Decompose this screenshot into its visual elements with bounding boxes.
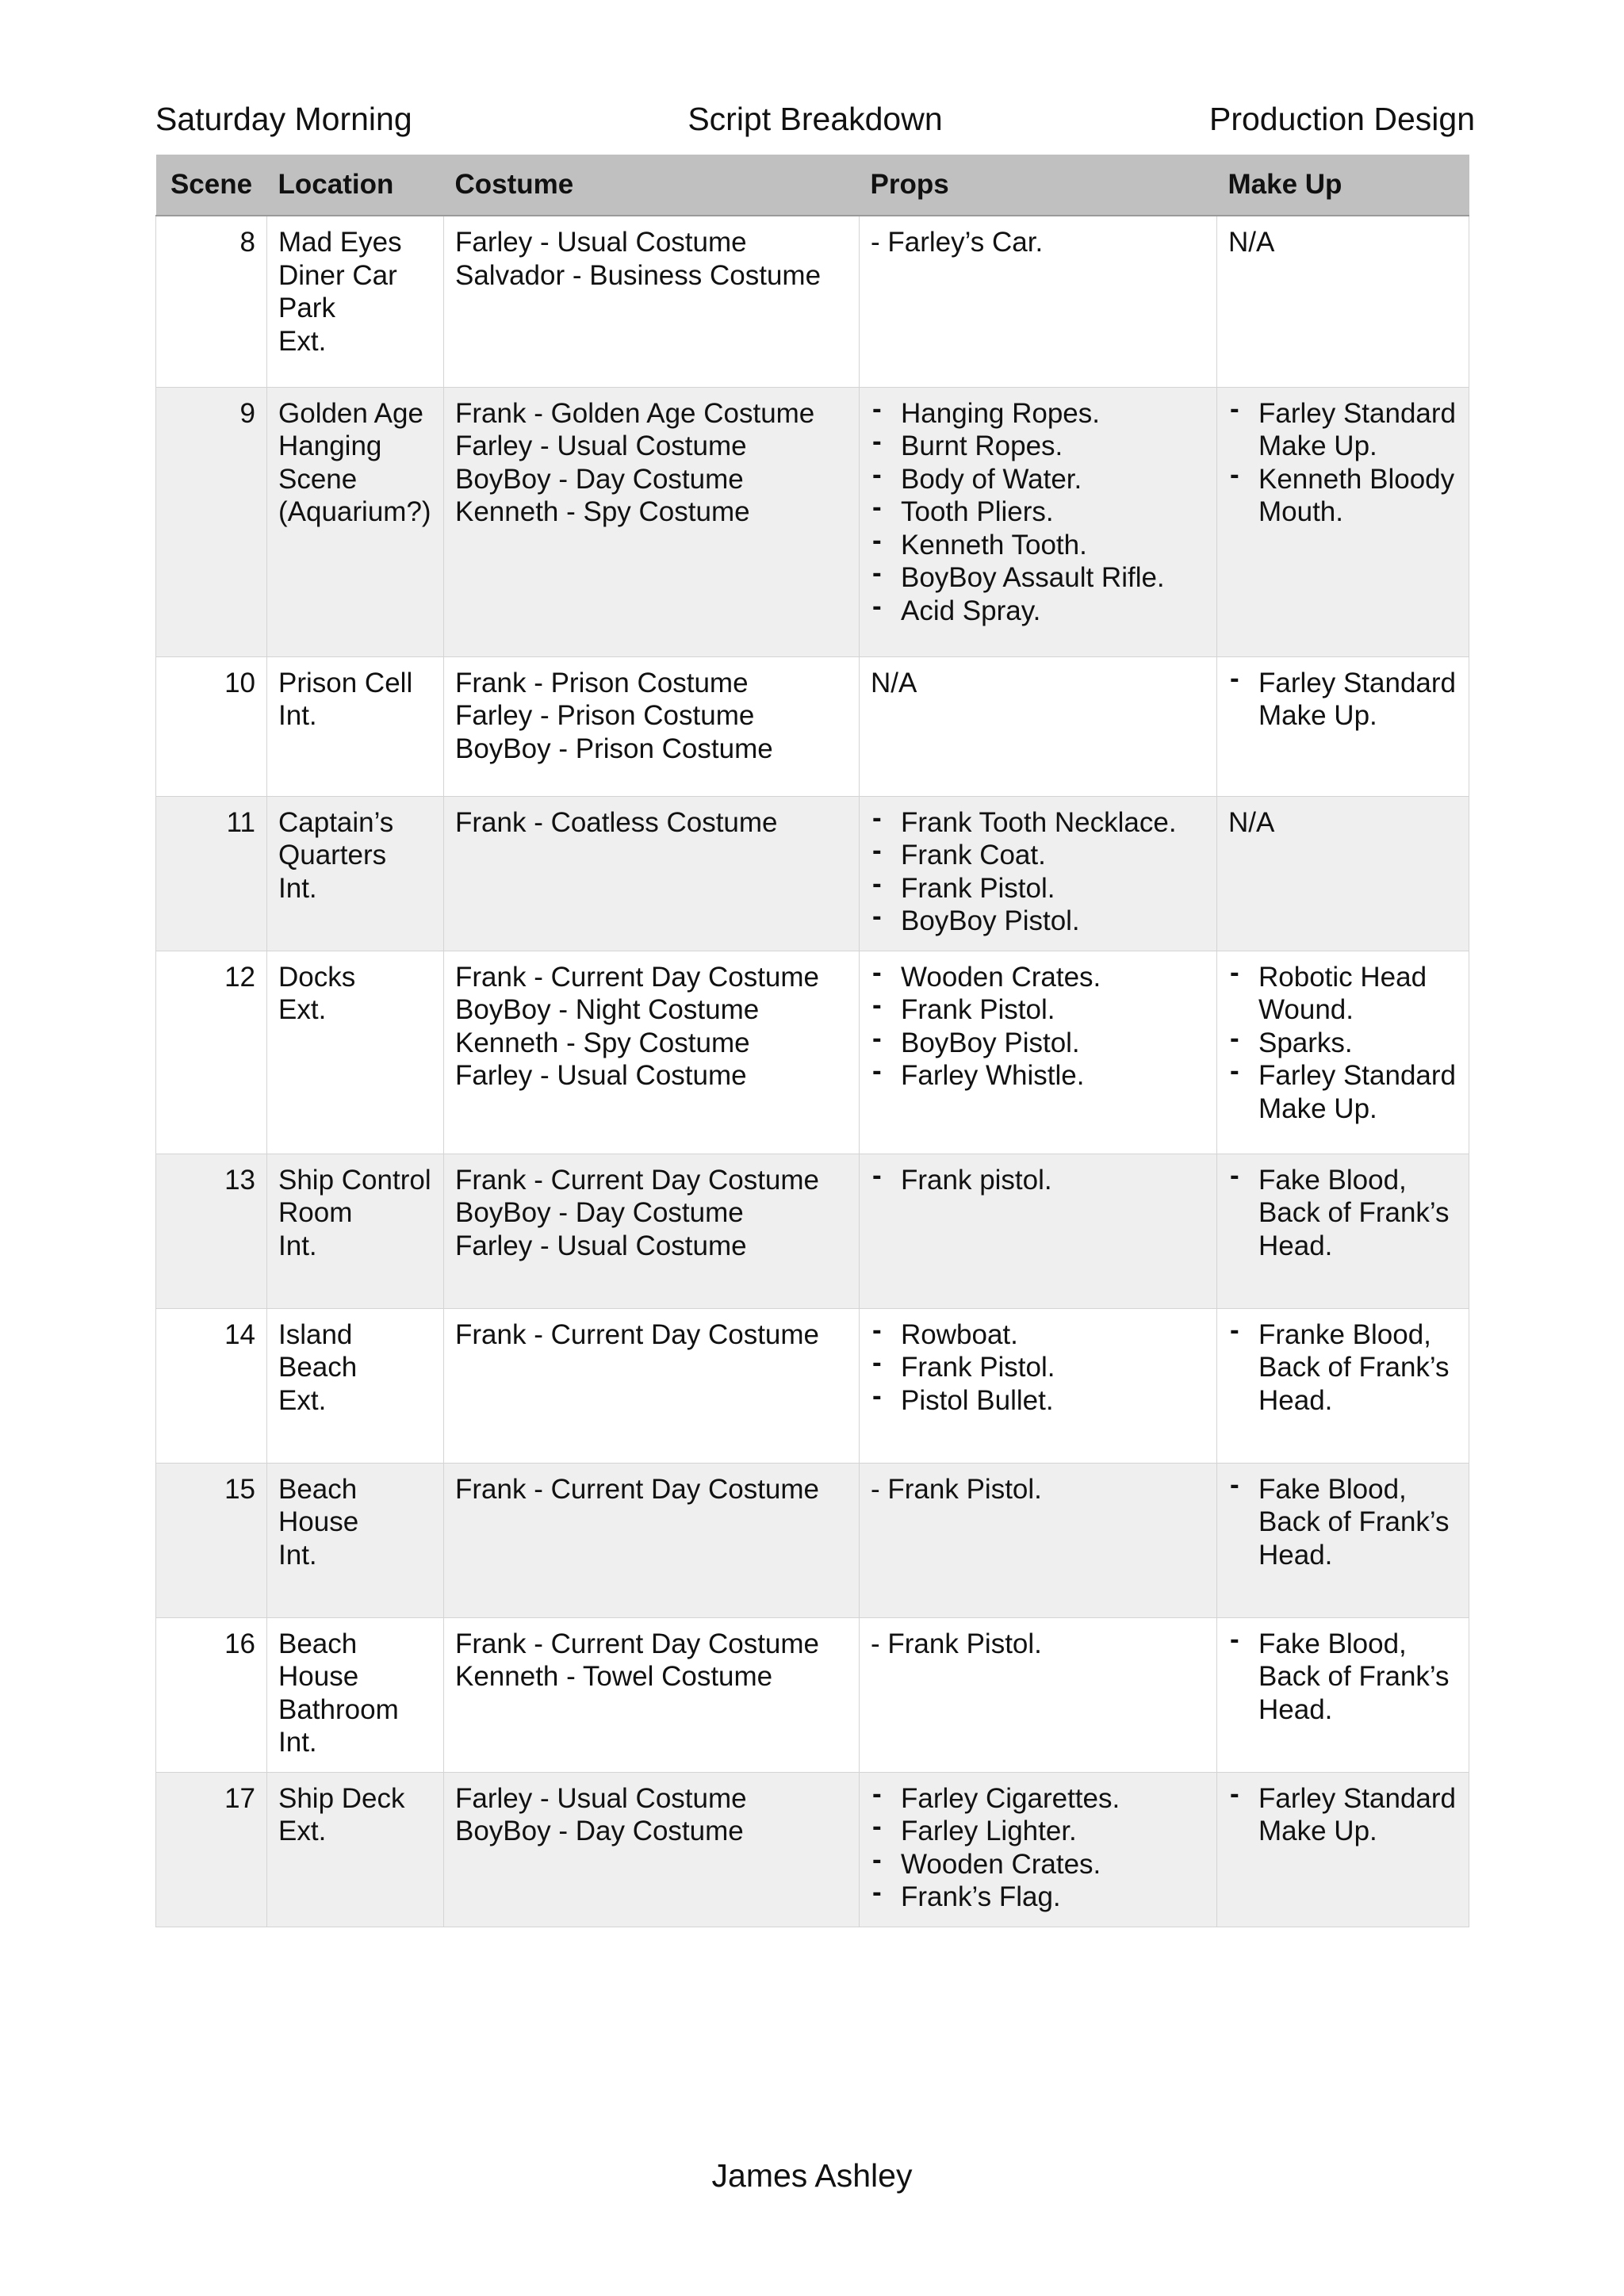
costume-line: Salvador - Business Costume — [455, 259, 822, 291]
props-list — [871, 1318, 1205, 1418]
header-left-title: Saturday Morning — [155, 101, 412, 137]
location-line: Island — [278, 1318, 353, 1350]
costume-line: BoyBoy - Day Costume — [455, 463, 744, 495]
makeup-list — [1228, 1782, 1457, 1848]
makeup-cell — [1217, 1154, 1469, 1308]
makeup-line: - Robotic Head — [1258, 961, 1427, 993]
page-header — [155, 97, 1475, 141]
location-line: Beach — [278, 1473, 358, 1505]
prop-text: N/A — [871, 667, 917, 698]
prop-item: - Hanging Ropes. — [871, 397, 1205, 430]
table-header-row — [156, 155, 1469, 216]
makeup-cell — [1217, 1617, 1469, 1772]
makeup-line: - Farley Standard — [1258, 397, 1457, 429]
location-line: Ship Deck — [278, 1782, 405, 1814]
location-cell — [267, 1463, 444, 1617]
makeup-line: Make Up. — [1258, 430, 1377, 461]
scene-number: 17 — [156, 1772, 267, 1927]
table-row — [156, 387, 1469, 656]
makeup-text: N/A — [1228, 806, 1275, 838]
costume-line: Kenneth - Spy Costume — [455, 1027, 750, 1058]
location-cell — [267, 1617, 444, 1772]
table-row — [156, 1154, 1469, 1308]
location-line: (Aquarium?) — [278, 496, 431, 527]
prop-item: - Tooth Pliers. — [871, 496, 1205, 529]
costume-line: BoyBoy - Day Costume — [455, 1816, 744, 1846]
location-line: Quarters — [278, 840, 387, 871]
scene-number: 15 — [156, 1463, 267, 1617]
makeup-line: Head. — [1258, 1384, 1333, 1416]
makeup-line: Back of Frank’s — [1258, 1352, 1450, 1383]
makeup-line: Mouth. — [1258, 496, 1343, 527]
column-header-props: Props — [860, 155, 1217, 216]
location-line: Ext. — [278, 325, 327, 357]
makeup-list — [1228, 667, 1457, 733]
makeup-line: Make Up. — [1258, 1093, 1377, 1124]
costume-cell — [444, 951, 860, 1154]
location-cell — [267, 387, 444, 656]
table-body — [156, 216, 1469, 1927]
location-cell — [267, 656, 444, 796]
prop-item: - Frank Coat. — [871, 839, 1205, 872]
scene-number: 10 — [156, 656, 267, 796]
costume-cell — [444, 216, 860, 387]
prop-item: - Frank’s Flag. — [871, 1881, 1205, 1914]
costume-line: Farley - Usual Costume — [455, 227, 747, 258]
prop-item: - Rowboat. — [871, 1318, 1205, 1352]
costume-cell — [444, 1463, 860, 1617]
location-line: Diner Car — [278, 259, 397, 291]
prop-item: - Body of Water. — [871, 463, 1205, 496]
makeup-line: Wound. — [1258, 994, 1354, 1025]
costume-cell — [444, 656, 860, 796]
makeup-line: - Sparks. — [1258, 1027, 1353, 1058]
prop-item: - BoyBoy Pistol. — [871, 905, 1205, 938]
makeup-line: Back of Frank’s — [1258, 1506, 1450, 1537]
props-cell — [860, 1617, 1217, 1772]
header-right-title: Production Design — [1208, 101, 1475, 137]
table-row — [156, 216, 1469, 387]
props-list — [871, 961, 1205, 1093]
scene-number: 12 — [156, 951, 267, 1154]
prop-item: - BoyBoy Pistol. — [871, 1027, 1205, 1060]
costume-cell — [444, 1617, 860, 1772]
table-row — [156, 1308, 1469, 1463]
makeup-line: - Fake Blood, — [1258, 1628, 1407, 1659]
header-center-title: Script Breakdown — [688, 101, 943, 137]
makeup-list — [1228, 397, 1457, 529]
location-line: Room — [278, 1197, 353, 1228]
location-line: Ext. — [278, 1816, 327, 1846]
props-cell — [860, 796, 1217, 951]
table-row — [156, 796, 1469, 951]
location-cell — [267, 1308, 444, 1463]
makeup-line: - Franke Blood, — [1258, 1318, 1431, 1350]
makeup-line: Head. — [1258, 1539, 1333, 1571]
location-line: Beach — [278, 1352, 358, 1383]
script-breakdown-table — [155, 155, 1469, 1927]
prop-item: - Burnt Ropes. — [871, 430, 1205, 463]
makeup-item — [1228, 1318, 1457, 1418]
costume-cell — [444, 1308, 860, 1463]
costume-line: Frank - Current Day Costume — [455, 1318, 820, 1350]
location-line: Hanging — [278, 430, 382, 461]
makeup-cell — [1217, 951, 1469, 1154]
scene-number: 8 — [156, 216, 267, 387]
location-cell — [267, 796, 444, 951]
prop-item: - Farley Lighter. — [871, 1815, 1205, 1848]
makeup-cell — [1217, 1463, 1469, 1617]
makeup-line: - Fake Blood, — [1258, 1473, 1407, 1505]
costume-line: Frank - Current Day Costume — [455, 961, 820, 993]
props-list — [871, 1164, 1205, 1197]
makeup-line: Back of Frank’s — [1258, 1197, 1450, 1228]
makeup-item — [1228, 667, 1457, 733]
props-cell — [860, 1463, 1217, 1617]
makeup-line: - Farley Standard — [1258, 1782, 1457, 1814]
makeup-line: - Fake Blood, — [1258, 1164, 1407, 1196]
table-row — [156, 1463, 1469, 1617]
location-line: Docks — [278, 961, 356, 993]
makeup-line: Make Up. — [1258, 1816, 1377, 1846]
prop-item: - Wooden Crates. — [871, 1848, 1205, 1881]
costume-line: Frank - Prison Costume — [455, 667, 749, 698]
costume-line: Kenneth - Towel Costume — [455, 1661, 773, 1692]
makeup-list — [1228, 1628, 1457, 1727]
prop-item: - Frank Pistol. — [871, 993, 1205, 1027]
props-list — [871, 397, 1205, 628]
costume-line: Frank - Current Day Costume — [455, 1164, 820, 1196]
makeup-list — [1228, 1318, 1457, 1418]
costume-line: Farley - Usual Costume — [455, 430, 747, 461]
column-header-costume: Costume — [444, 155, 860, 216]
makeup-list — [1228, 1164, 1457, 1263]
prop-item: - Frank Tooth Necklace. — [871, 806, 1205, 840]
prop-item: - Kenneth Tooth. — [871, 529, 1205, 562]
table-row — [156, 1617, 1469, 1772]
footer-author: James Ashley — [711, 2157, 913, 2194]
table-row — [156, 656, 1469, 796]
makeup-line: Make Up. — [1258, 700, 1377, 731]
location-cell — [267, 951, 444, 1154]
makeup-item — [1228, 397, 1457, 463]
props-cell — [860, 1154, 1217, 1308]
location-line: Park — [278, 293, 335, 323]
costume-line: Kenneth - Spy Costume — [455, 496, 750, 527]
location-line: House — [278, 1661, 359, 1692]
costume-line: Farley - Usual Costume — [455, 1782, 747, 1814]
scene-number: 13 — [156, 1154, 267, 1308]
makeup-item — [1228, 961, 1457, 1027]
location-line: Captain’s — [278, 806, 394, 838]
costume-line: Frank - Golden Age Costume — [455, 397, 815, 429]
makeup-item — [1228, 463, 1457, 529]
prop-text: - Frank Pistol. — [871, 1628, 1042, 1659]
props-list — [871, 806, 1205, 938]
location-line: House — [278, 1506, 359, 1537]
makeup-text: N/A — [1228, 227, 1275, 258]
table-row — [156, 1772, 1469, 1927]
prop-item: - Farley Cigarettes. — [871, 1782, 1205, 1816]
location-line: Bathroom — [278, 1693, 399, 1725]
costume-line: Farley - Usual Costume — [455, 1230, 747, 1261]
costume-cell — [444, 1154, 860, 1308]
prop-item: - Pistol Bullet. — [871, 1384, 1205, 1418]
scene-number: 9 — [156, 387, 267, 656]
prop-item: - Frank Pistol. — [871, 872, 1205, 905]
location-line: Mad Eyes — [278, 227, 402, 258]
location-line: Scene — [278, 463, 358, 495]
location-line: Golden Age — [278, 397, 423, 429]
makeup-item — [1228, 1628, 1457, 1727]
location-line: Ext. — [278, 1384, 327, 1416]
props-cell — [860, 387, 1217, 656]
location-line: Prison Cell — [278, 667, 413, 698]
column-header-location: Location — [267, 155, 444, 216]
location-line: Int. — [278, 700, 317, 731]
prop-text: - Frank Pistol. — [871, 1473, 1042, 1505]
table-row — [156, 951, 1469, 1154]
location-cell — [267, 1154, 444, 1308]
costume-line: BoyBoy - Prison Costume — [455, 733, 773, 764]
location-cell — [267, 1772, 444, 1927]
scene-number: 11 — [156, 796, 267, 951]
costume-line: Frank - Coatless Costume — [455, 806, 778, 838]
makeup-cell — [1217, 387, 1469, 656]
makeup-item — [1228, 1782, 1457, 1848]
prop-item: - Farley Whistle. — [871, 1059, 1205, 1093]
location-line: Int. — [278, 1539, 317, 1571]
location-line: Int. — [278, 1230, 317, 1261]
scene-number: 16 — [156, 1617, 267, 1772]
makeup-line: - Farley Standard — [1258, 1060, 1457, 1091]
costume-line: BoyBoy - Night Costume — [455, 994, 760, 1025]
makeup-list — [1228, 961, 1457, 1126]
costume-line: Farley - Usual Costume — [455, 1060, 747, 1091]
costume-line: Frank - Current Day Costume — [455, 1628, 820, 1659]
makeup-item — [1228, 1059, 1457, 1125]
makeup-cell — [1217, 1308, 1469, 1463]
scene-number: 14 — [156, 1308, 267, 1463]
location-cell — [267, 216, 444, 387]
makeup-item — [1228, 1027, 1457, 1060]
props-cell — [860, 216, 1217, 387]
makeup-cell — [1217, 796, 1469, 951]
location-line: Int. — [278, 1727, 317, 1758]
makeup-list — [1228, 1473, 1457, 1572]
makeup-line: - Kenneth Bloody — [1258, 463, 1455, 495]
column-header-scene: Scene — [156, 155, 267, 216]
costume-cell — [444, 1772, 860, 1927]
column-header-makeup: Make Up — [1217, 155, 1469, 216]
makeup-line: Head. — [1258, 1230, 1333, 1261]
location-line: Ship Control — [278, 1164, 431, 1196]
costume-line: BoyBoy - Day Costume — [455, 1197, 744, 1228]
prop-item: - Frank Pistol. — [871, 1351, 1205, 1384]
makeup-line: Head. — [1258, 1693, 1333, 1725]
prop-text: - Farley’s Car. — [871, 227, 1044, 258]
makeup-line: - Farley Standard — [1258, 667, 1457, 698]
costume-line: Farley - Prison Costume — [455, 700, 755, 731]
location-line: Int. — [278, 872, 317, 904]
makeup-item — [1228, 1164, 1457, 1263]
props-cell — [860, 656, 1217, 796]
location-line: Beach — [278, 1628, 358, 1659]
location-line: Ext. — [278, 994, 327, 1025]
props-cell — [860, 1772, 1217, 1927]
makeup-line: Back of Frank’s — [1258, 1661, 1450, 1692]
costume-cell — [444, 387, 860, 656]
prop-item: - Wooden Crates. — [871, 961, 1205, 994]
costume-line: Frank - Current Day Costume — [455, 1473, 820, 1505]
props-list — [871, 1782, 1205, 1914]
prop-item: - Acid Spray. — [871, 595, 1205, 628]
props-cell — [860, 951, 1217, 1154]
makeup-item — [1228, 1473, 1457, 1572]
makeup-cell — [1217, 1772, 1469, 1927]
makeup-cell — [1217, 216, 1469, 387]
prop-item: - BoyBoy Assault Rifle. — [871, 561, 1205, 595]
costume-cell — [444, 796, 860, 951]
props-cell — [860, 1308, 1217, 1463]
makeup-cell — [1217, 656, 1469, 796]
prop-item: - Frank pistol. — [871, 1164, 1205, 1197]
